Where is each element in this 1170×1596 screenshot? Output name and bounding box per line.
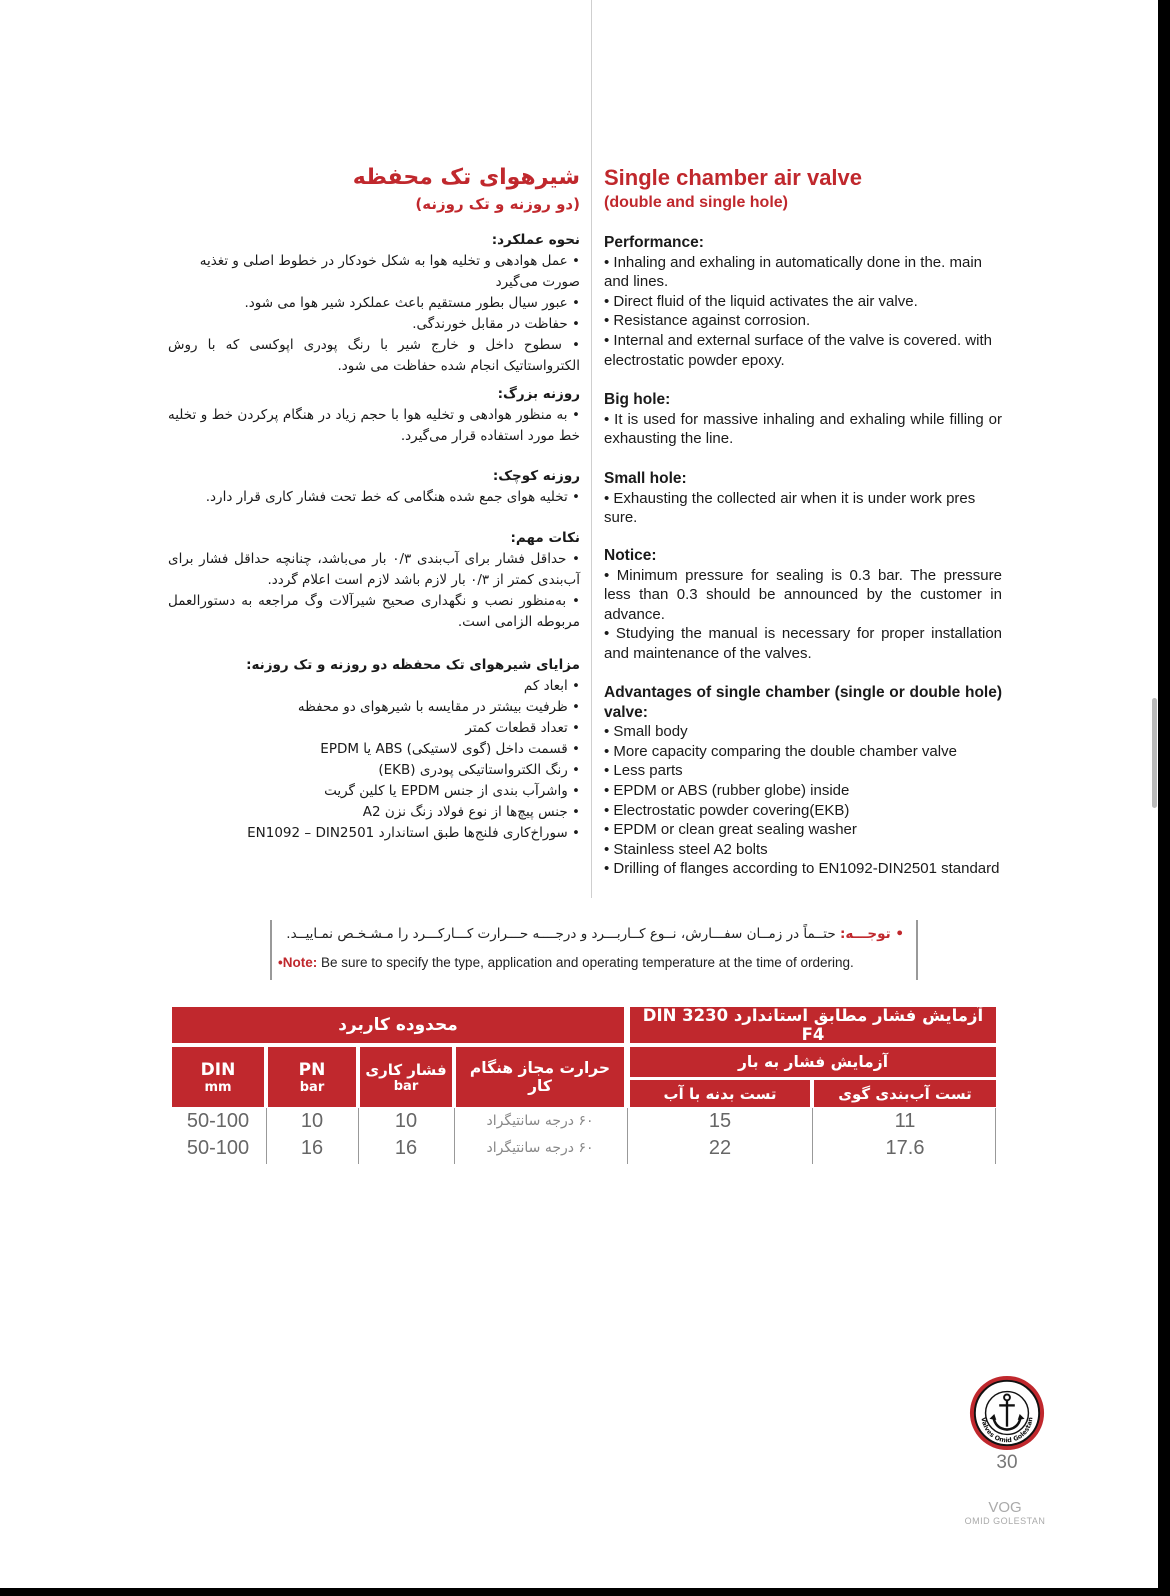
english-advantage-item: • Less parts bbox=[604, 762, 683, 780]
pressure-test-title-header: آزمایش فشار مطابق استاندارد DIN 3230 F4 bbox=[630, 1007, 996, 1043]
table-divider bbox=[627, 1108, 628, 1164]
english-performance-item: • Resistance against corrosion. bbox=[604, 312, 811, 330]
persian-performance-item: • حفاظت در مقابل خورندگی. bbox=[412, 316, 580, 332]
persian-notice-heading: نکات مهم: bbox=[510, 530, 580, 546]
english-big-hole-item: • It is used for massive inhaling and exhaling while filling or exhausting the line. bbox=[604, 410, 1002, 448]
english-performance-heading: Performance: bbox=[604, 234, 704, 251]
table-cell-work-pressure: 16 bbox=[394, 1136, 418, 1159]
table-divider bbox=[995, 1108, 996, 1164]
pn-label: PN bbox=[298, 1059, 326, 1080]
english-advantage-item: • Stainless steel A2 bolts bbox=[604, 840, 768, 858]
english-title: Single chamber air valve bbox=[604, 165, 863, 190]
brand-name: VOG bbox=[988, 1499, 1022, 1516]
english-small-hole-item: • Exhausting the collected air when it is under work pres sure. bbox=[604, 489, 976, 527]
pn-unit: bar bbox=[299, 1079, 325, 1095]
english-performance-item: • Direct fluid of the liquid activates the air valve. bbox=[604, 292, 918, 310]
note-persian-text: حتــماً در زمــان سفـــارش، نــوع کــاربـــرد و درجــــه حـــرارت کـــارکـــرد را مـشـخـص نمـاییــد. bbox=[286, 926, 840, 942]
din-column-header bbox=[172, 1047, 264, 1107]
persian-performance bbox=[168, 230, 580, 377]
page-number: 30 bbox=[996, 1452, 1018, 1473]
din-unit: mm bbox=[204, 1079, 232, 1095]
persian-title: شیرهوای تک محفظه bbox=[352, 165, 580, 190]
persian-big-hole-heading: روزنه بزرگ: bbox=[497, 386, 580, 402]
persian-small-hole bbox=[168, 466, 580, 508]
body-test-header: تست بدنه با آب bbox=[630, 1080, 810, 1107]
english-performance-item: • Inhaling and exhaling in automatically done in the. main and lines. bbox=[604, 253, 982, 291]
english-notice-heading: Notice: bbox=[604, 547, 657, 564]
persian-advantage-item: • رنگ الکترواستاتیکی پودری (EKB) bbox=[378, 762, 580, 778]
window-frame-right bbox=[1158, 0, 1170, 1596]
brand-mark bbox=[950, 1500, 1060, 1526]
persian-big-hole-item: • به منظور هوادهی و تخلیه هوا با حجم زیاد در هنگام پرکردن خط و تخلیه خط مورد استفاده قرار می‌گیرد. bbox=[168, 407, 580, 444]
english-notice-item: • Minimum pressure for sealing is 0.3 bar. The pressure less than 0.3 should be announced by the customer in advance. bbox=[604, 566, 1002, 623]
persian-performance-item: • عبور سیال بطور مستقیم باعث عملکرد شیر هوا می شود. bbox=[244, 295, 580, 311]
english-notice-item: • Studying the manual is necessary for proper installation and maintenance of the valves. bbox=[604, 625, 1002, 662]
persian-big-hole bbox=[168, 384, 580, 447]
persian-advantage-item: • واشرآب بندی از جنس EPDM یا کلین گریت bbox=[324, 783, 580, 799]
table-cell-body-test: 22 bbox=[708, 1136, 732, 1159]
persian-advantages bbox=[168, 655, 580, 844]
table-divider bbox=[358, 1108, 359, 1164]
seal-test-header: تست آب‌بندی گوی bbox=[814, 1080, 996, 1107]
temperature-column-header: حرارت مجاز هنگام کار bbox=[456, 1047, 624, 1107]
table-cell-body-test: 15 bbox=[708, 1109, 732, 1132]
note-english-text: Be sure to specify the type, application and operating temperature at the time of ordering. bbox=[317, 955, 854, 970]
table-cell-pn: 10 bbox=[300, 1109, 324, 1132]
english-advantages-heading: Advantages of single chamber (single or double hole) valve: bbox=[604, 684, 1002, 721]
english-subtitle: (double and single hole) bbox=[604, 194, 788, 211]
window-frame-bottom bbox=[0, 1588, 1170, 1596]
table-cell-seal-test: 17.6 bbox=[885, 1136, 925, 1159]
english-advantage-item: • Electrostatic powder covering(EKB) bbox=[604, 801, 850, 819]
english-advantage-item: • EPDM or clean great sealing washer bbox=[604, 821, 857, 839]
english-big-hole-heading: Big hole: bbox=[604, 391, 671, 408]
note-persian-label: • توجـــه: bbox=[839, 926, 904, 942]
note-english-label: •Note: bbox=[278, 955, 318, 970]
english-big-hole bbox=[604, 390, 1002, 449]
note-persian bbox=[286, 926, 904, 942]
english-advantage-item: • Small body bbox=[604, 723, 688, 741]
scrollbar-thumb[interactable] bbox=[1152, 698, 1157, 808]
persian-advantage-item: • ظرفیت بیشتر در مقایسه با شیرهوای دو محفظه bbox=[297, 699, 580, 715]
table-divider bbox=[812, 1108, 813, 1164]
persian-performance-item: • عمل هوادهی و تخلیه هوا به شکل خودکار در خطوط اصلی و تغذیه صورت می‌گیرد bbox=[199, 253, 580, 290]
table-cell-temperature: ۶۰ درجه سانتیگراد bbox=[486, 1140, 594, 1156]
persian-advantage-item: • جنس پیچ‌ها از نوع فولاد زنگ نزن A2 bbox=[362, 804, 580, 820]
table-cell-din: 50-100 bbox=[186, 1136, 250, 1159]
usage-range-header: محدوده کاربرد bbox=[172, 1007, 624, 1043]
persian-column bbox=[168, 163, 580, 215]
english-small-hole bbox=[604, 469, 1002, 528]
english-column bbox=[604, 163, 1002, 213]
persian-performance-heading: نحوه عملکرد: bbox=[491, 232, 580, 248]
table-cell-din: 50-100 bbox=[186, 1109, 250, 1132]
english-advantages bbox=[604, 683, 1002, 879]
table-divider bbox=[266, 1108, 267, 1164]
english-advantage-item: • EPDM or ABS (rubber globe) inside bbox=[604, 781, 850, 799]
english-performance-item: • Internal and external surface of the valve is covered. with electrostatic powder epoxy. bbox=[604, 331, 992, 369]
persian-advantage-item: • تعداد قطعات کمتر bbox=[465, 720, 580, 736]
english-notice bbox=[604, 546, 1002, 664]
persian-small-hole-heading: روزنه کوچک: bbox=[492, 468, 580, 484]
table-divider bbox=[454, 1108, 455, 1164]
persian-notice-item: • حداقل فشار برای آب‌بندی ۰/۳ بار می‌باشد، چنانچه حداقل فشار برای آب‌بندی کمتر از ۰/۳ بار لازم باشد لازم است اعلام گردد. bbox=[168, 551, 581, 588]
persian-advantage-item: • ابعاد کم bbox=[523, 678, 580, 694]
persian-notice bbox=[168, 528, 580, 633]
persian-performance-item: • سطوح داخل و خارج شیر با رنگ پودری اپوکسی که با روش الکترواستاتیک انجام شده حفاظت می شود. bbox=[168, 337, 580, 374]
brand-subtitle: OMID GOLESTAN bbox=[964, 1516, 1046, 1526]
persian-advantage-item: • قسمت داخل (گوی لاستیکی) ABS یا EPDM bbox=[320, 741, 580, 757]
english-performance bbox=[604, 233, 1002, 370]
din-label: DIN bbox=[200, 1059, 236, 1080]
order-note-box bbox=[270, 920, 918, 980]
persian-small-hole-item: • تخلیه هوای جمع شده هنگامی که خط تحت فشار کاری قرار دارد. bbox=[205, 489, 580, 505]
table-cell-temperature: ۶۰ درجه سانتیگراد bbox=[486, 1113, 594, 1129]
logo-text: Valves Omid Golestan bbox=[979, 1416, 1035, 1445]
note-english bbox=[278, 955, 854, 970]
company-logo bbox=[968, 1374, 1046, 1452]
table-cell-seal-test: 11 bbox=[894, 1109, 916, 1132]
persian-advantages-heading: مزایای شیرهوای تک محفظه دو روزنه و تک روزنه: bbox=[246, 657, 580, 673]
table-cell-work-pressure: 10 bbox=[394, 1109, 418, 1132]
english-advantage-item: • More capacity comparing the double chamber valve bbox=[604, 742, 957, 760]
english-small-hole-heading: Small hole: bbox=[604, 470, 687, 487]
persian-advantage-item: • سوراخ‌کاری فلنج‌ها طبق استاندارد EN1092 – DIN2501 bbox=[247, 825, 580, 841]
persian-subtitle: (دو روزنه و تک روزنه) bbox=[415, 195, 580, 213]
work-pressure-label: فشار کاری bbox=[365, 1060, 447, 1079]
pressure-test-bar-header: آزمایش فشار به بار bbox=[630, 1047, 996, 1077]
work-pressure-unit: bar bbox=[393, 1078, 419, 1094]
pn-column-header bbox=[268, 1047, 356, 1107]
table-cell-pn: 16 bbox=[300, 1136, 324, 1159]
persian-notice-item: • به‌منظور نصب و نگهداری صحیح شیرآلات وگ مراجعه به دستورالعمل مربوطه الزامی است. bbox=[168, 593, 580, 630]
column-divider bbox=[591, 0, 592, 898]
work-pressure-column-header bbox=[360, 1047, 452, 1107]
english-advantage-item: • Drilling of flanges according to EN1092-DIN2501 standard bbox=[604, 860, 1000, 878]
